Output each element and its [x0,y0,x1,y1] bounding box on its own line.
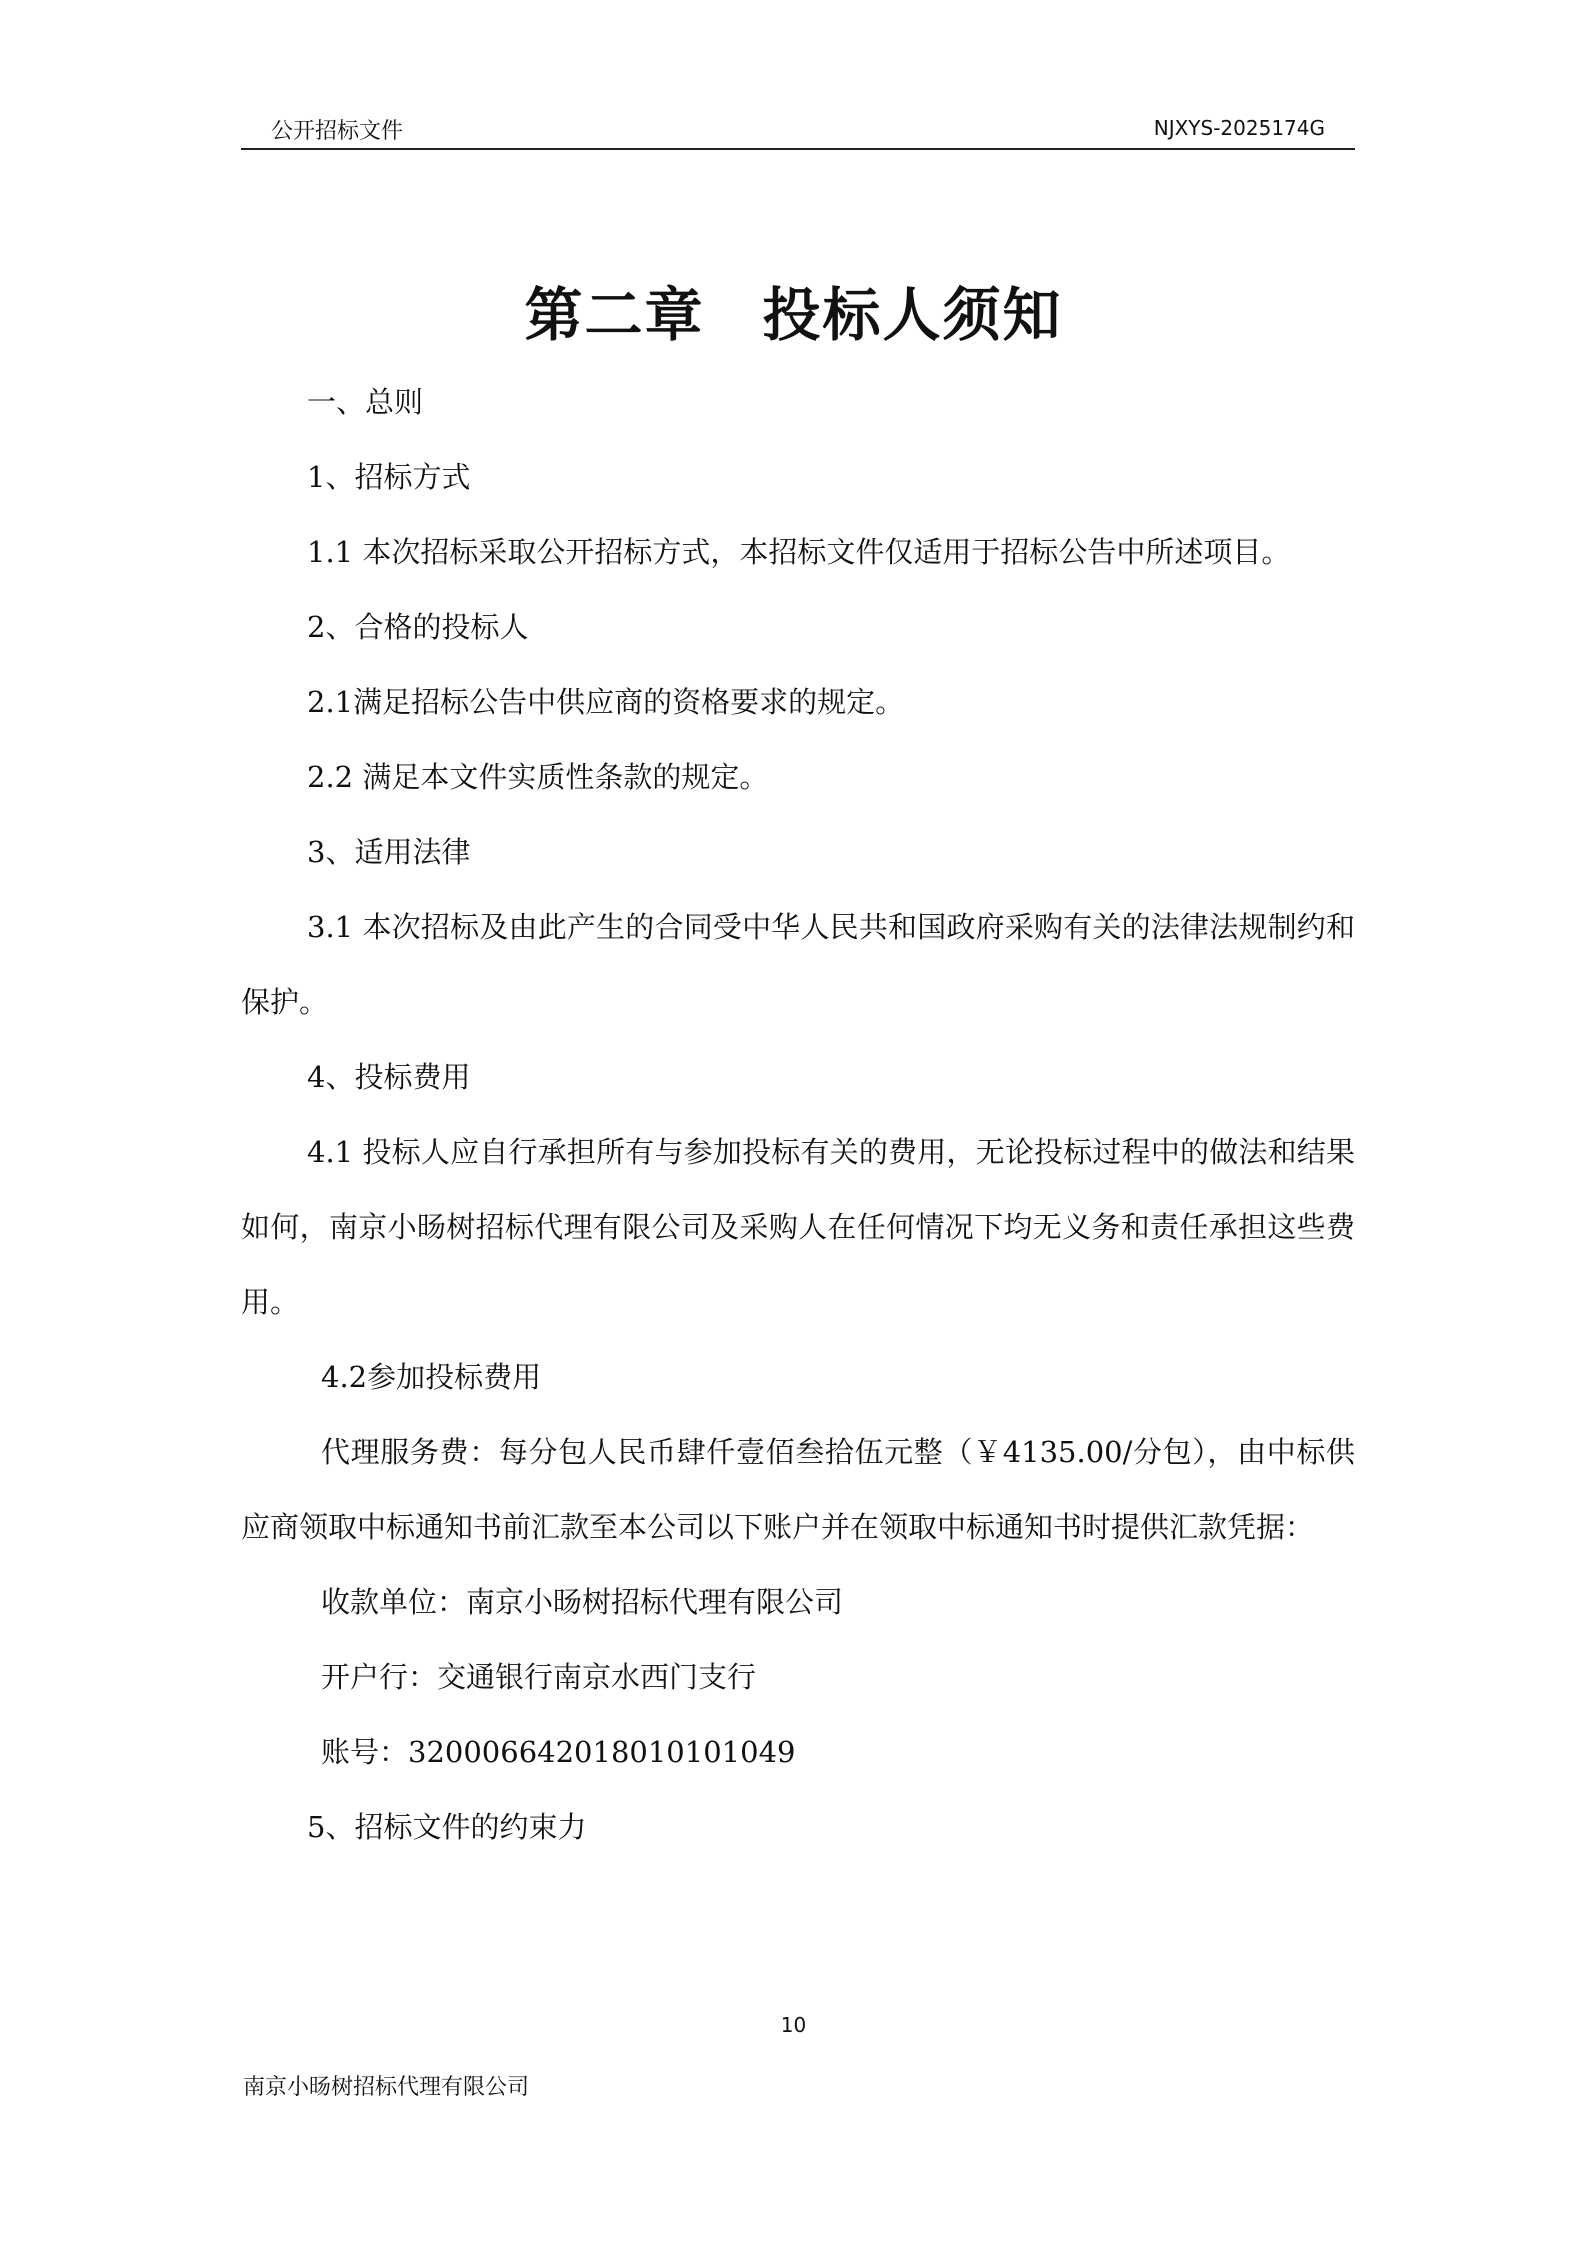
section-heading-applicable-law: 3、适用法律 [307,835,471,869]
clause-1-1: 1.1 本次招标采取公开招标方式，本招标文件仅适用于招标公告中所述项目。 [307,535,1291,569]
clause-2-1: 2.1满足招标公告中供应商的资格要求的规定。 [307,685,905,719]
clause-2-2: 2.2 满足本文件实质性条款的规定。 [307,760,769,794]
account-number-line: 账号：320006642018010101049 [321,1735,796,1769]
section-heading-bid-costs: 4、投标费用 [307,1060,471,1094]
section-heading-general: 一、总则 [307,385,424,419]
agency-fee-paragraph: 代理服务费：每分包人民币肆仟壹佰叁拾伍元整（￥4135.00/分包），由中标供应商领取中标通知书前汇款至本公司以下账户并在领取中标通知书时提供汇款凭据： [241,1435,1355,1544]
chapter-number: 第二章 [524,281,705,349]
section-heading-bidding-method: 1、招标方式 [307,460,471,494]
section-heading-binding-force: 5、招标文件的约束力 [307,1810,587,1844]
clause-3-1: 3.1 本次招标及由此产生的合同受中华人民共和国政府采购有关的法律法规制约和保护。 [241,910,1355,1019]
bank-line: 开户行：交通银行南京水西门支行 [321,1660,757,1694]
section-heading-qualified-bidder: 2、合格的投标人 [307,610,529,644]
page-footer-company: 南京小旸树招标代理有限公司 [243,2075,530,2100]
header-doc-type: 公开招标文件 [271,119,404,144]
header-project-code: NJXYS-2025174G [1153,116,1325,140]
clause-4-1: 4.1 投标人应自行承担所有与参加投标有关的费用，无论投标过程中的做法和结果如何，南京小旸树招标代理有限公司及采购人在任何情况下均无义务和责任承担这些费用。 [241,1135,1355,1319]
page-header [241,112,1355,150]
document-body [241,365,1355,1865]
page-number: 10 [780,2013,807,2037]
clause-4-2: 4.2参加投标费用 [321,1360,542,1394]
chapter-name: 投标人须知 [762,281,1063,349]
chapter-title [0,268,1587,352]
payee-line: 收款单位：南京小旸树招标代理有限公司 [321,1585,844,1619]
